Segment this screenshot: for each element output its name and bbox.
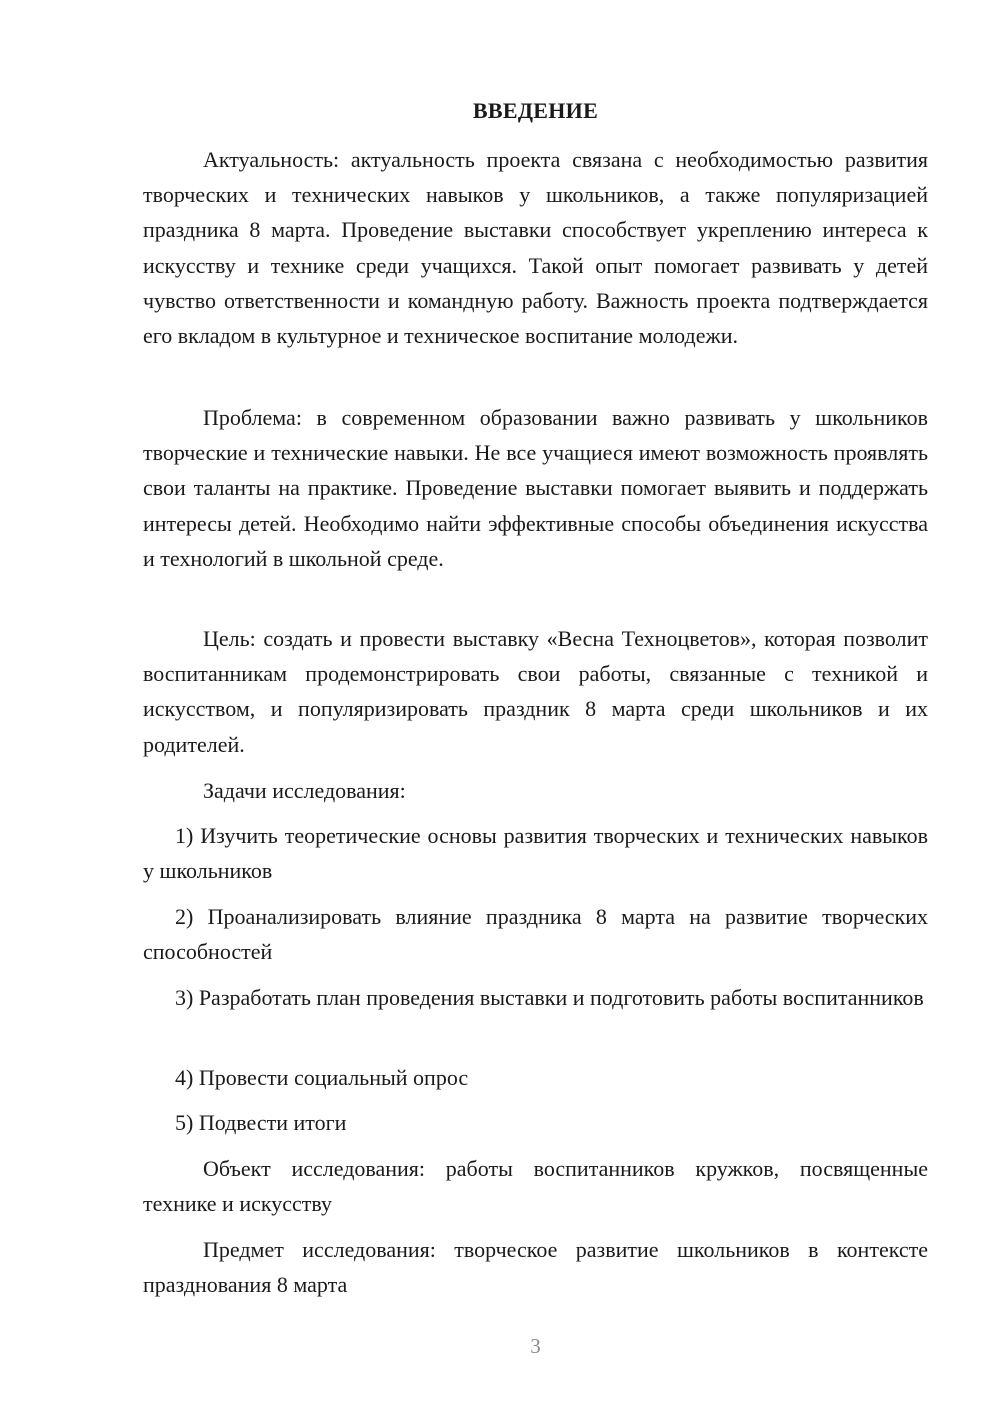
page-number: 3 — [530, 1334, 541, 1358]
task-item-1: 1) Изучить теоретические основы развития творческих и технических навыков у школьников — [143, 823, 928, 884]
page-title: ВВЕДЕНИЕ — [472, 98, 599, 123]
task-item-3: 3) Разработать план проведения выставки и подготовить работы воспитанников — [175, 985, 924, 1010]
paragraph-object: Объект исследования: работы воспитанников кружков, посвященные технике и искусству — [143, 1156, 928, 1217]
paragraph-subject: Предмет исследования: творческое развитие школьников в контексте празднования 8 марта — [143, 1237, 928, 1298]
task-item-4: 4) Провести социальный опрос — [175, 1065, 469, 1090]
tasks-heading: Задачи исследования: — [203, 778, 406, 803]
paragraph-goal: Цель: создать и провести выставку «Весна Техноцветов», которая позволит воспитанникам продемонстрировать свои работы, связанные с техникой и искусством, и популяризировать праздник 8 марта среди школьников и их родителей. — [143, 626, 928, 757]
paragraph-problem: Проблема: в современном образовании важно развивать у школьников творческие и технические навыки. Не все учащиеся имеют возможность проявлять свои таланты на практике. Проведение выставки помогает выявить и поддержать интересы детей. Необходимо найти эффективные способы объединения искусства и технологий в школьной среде. — [143, 405, 928, 571]
paragraph-relevance: Актуальность: актуальность проекта связана с необходимостью развития творческих и технических навыков у школьников, а также популяризацией праздника 8 марта. Проведение выставки способствует укреплению интереса к искусству и технике среди учащихся. Такой опыт помогает развивать у детей чувство ответственности и командную работу. Важность проекта подтверждается его вкладом в культурное и техническое воспитание молодежи. — [143, 147, 928, 349]
task-item-5: 5) Подвести итоги — [175, 1110, 347, 1135]
task-item-2: 2) Проанализировать влияние праздника 8 марта на развитие творческих способностей — [143, 904, 928, 965]
document-page — [143, 0, 928, 1414]
